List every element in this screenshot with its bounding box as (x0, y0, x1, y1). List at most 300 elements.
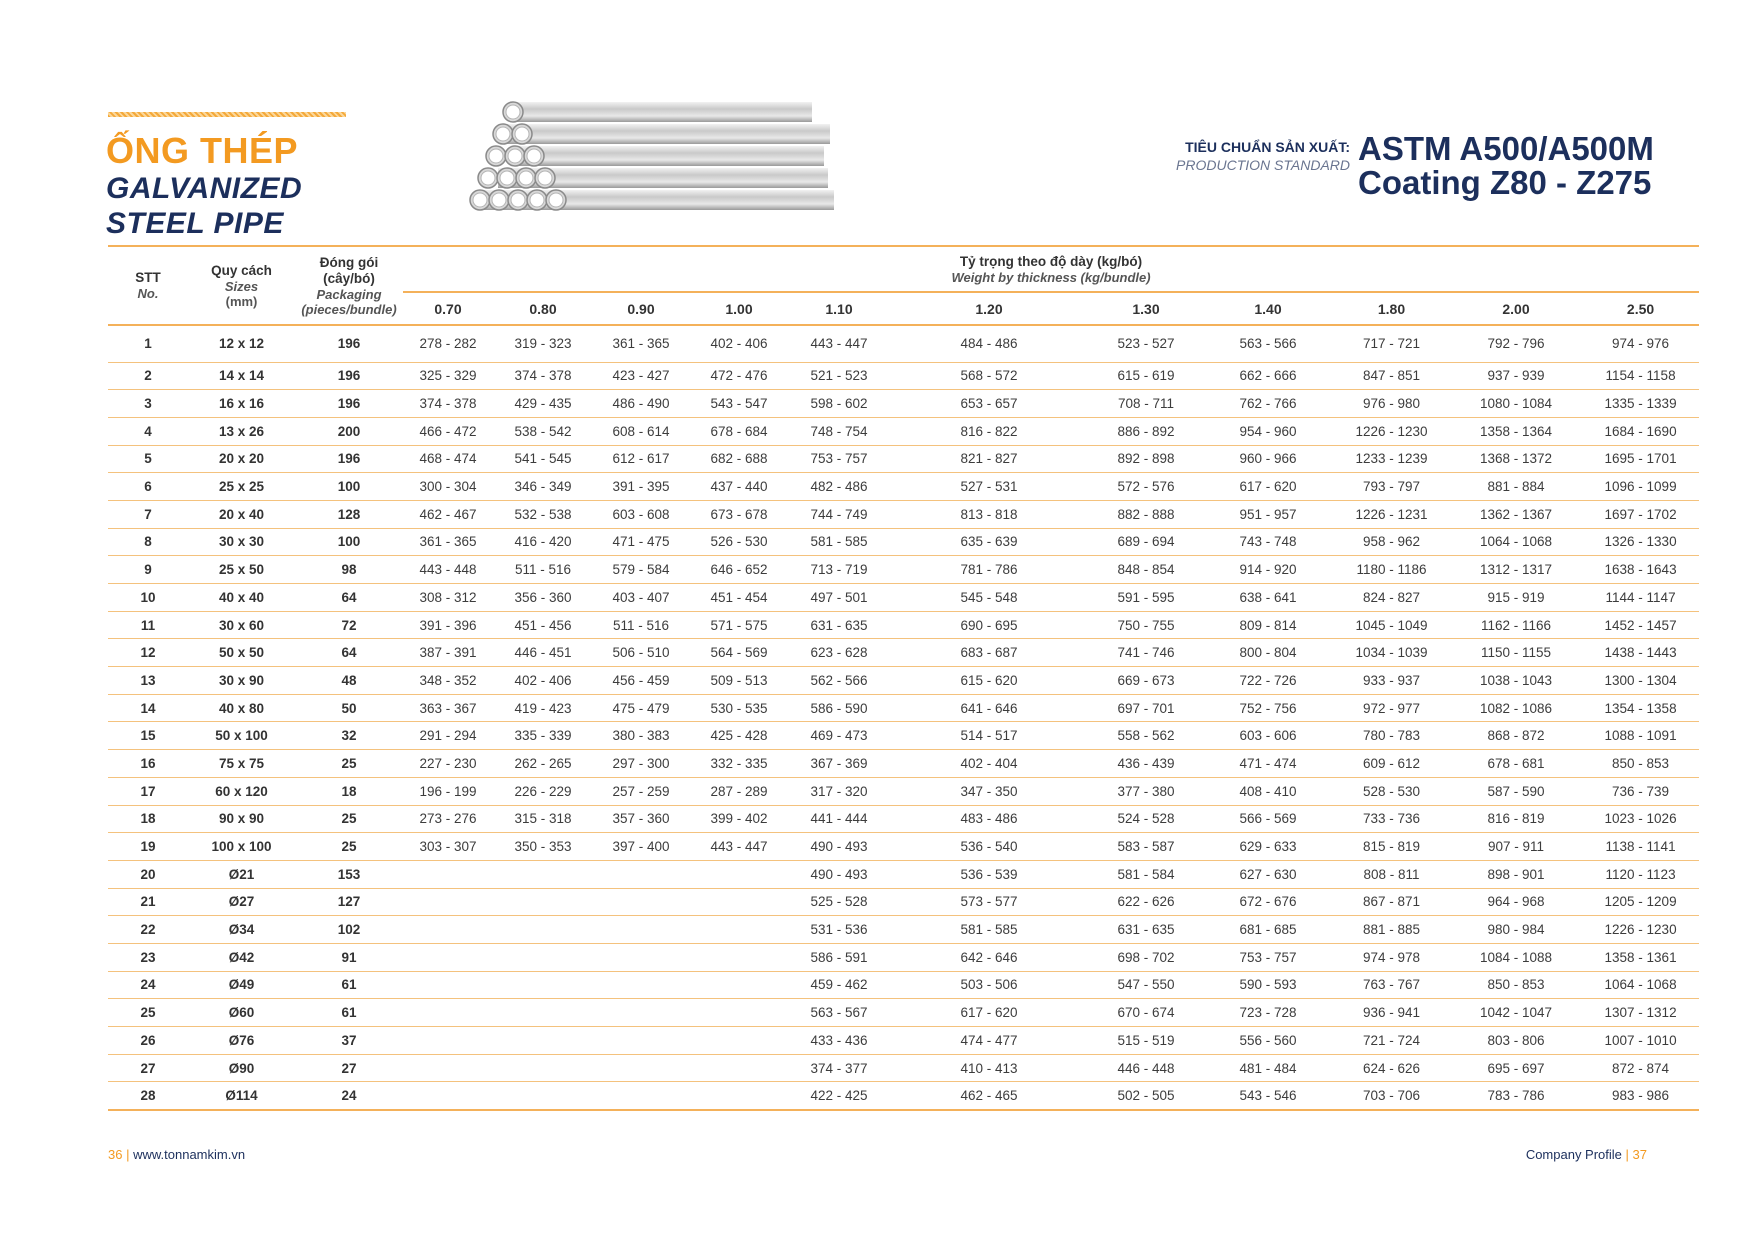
weight-cell: 1144 - 1147 (1605, 589, 1676, 605)
weight-cell (689, 943, 789, 971)
weight-cell: 783 - 786 (1487, 1087, 1545, 1103)
weight-cell: 387 - 391 (419, 645, 477, 661)
weight-cell: 976 - 980 (1362, 396, 1421, 412)
weight-cell: 541 - 545 (514, 451, 572, 467)
row-number: 1 (144, 336, 152, 352)
weight-cell: 528 - 530 (1362, 783, 1421, 799)
row-number: 23 (140, 949, 156, 965)
footer-website-link[interactable]: www.tonnamkim.vn (133, 1147, 246, 1162)
weight-cell: 583 - 587 (1117, 839, 1175, 855)
weight-cell: 377 - 380 (1117, 783, 1175, 799)
standard-value-line2: Coating Z80 - Z275 (1358, 164, 1652, 201)
size-cell: Ø90 (228, 1060, 255, 1076)
weight-cell: 933 - 937 (1362, 672, 1421, 688)
weight-cell: 763 - 767 (1362, 977, 1421, 993)
weight-cell: 380 - 383 (612, 728, 670, 744)
weight-cell (593, 916, 689, 944)
table-row (108, 971, 1699, 999)
weight-cell: 397 - 400 (612, 839, 670, 855)
weight-cell: 723 - 728 (1239, 1005, 1297, 1021)
table-row (108, 999, 1699, 1027)
weight-cell: 471 - 475 (612, 534, 670, 550)
weight-cell: 1007 - 1010 (1604, 1032, 1677, 1048)
weight-cell: 964 - 968 (1487, 894, 1545, 910)
row-number: 6 (144, 479, 152, 495)
weight-cell: 915 - 919 (1487, 589, 1545, 605)
weight-cell: 748 - 754 (810, 423, 868, 439)
weight-cell: 357 - 360 (612, 811, 670, 827)
weight-cell: 441 - 444 (810, 811, 868, 827)
weight-cell: 410 - 413 (960, 1060, 1018, 1076)
weight-cell: 527 - 531 (960, 479, 1018, 495)
weight-cell: 408 - 410 (1239, 783, 1297, 799)
weight-cell: 781 - 786 (960, 562, 1018, 578)
weight-cell: 363 - 367 (419, 700, 477, 716)
weight-cell (689, 1082, 789, 1110)
table-row (108, 528, 1699, 556)
weight-cell: 483 - 486 (960, 811, 1018, 827)
weight-cell: 1096 - 1099 (1604, 479, 1677, 495)
weight-cell: 509 - 513 (710, 672, 768, 688)
header-stt (108, 246, 188, 325)
weight-cell (593, 860, 689, 888)
thickness-header: 1.40 (1203, 292, 1333, 325)
row-number: 3 (144, 396, 152, 412)
weight-cell: 617 - 620 (1239, 479, 1297, 495)
thickness-header: 2.50 (1582, 292, 1699, 325)
thickness-header: 1.30 (1089, 292, 1203, 325)
weight-cell: 443 - 447 (710, 839, 768, 855)
weight-cell: 653 - 657 (960, 396, 1018, 412)
weight-cell: 678 - 684 (710, 423, 768, 439)
table-body (108, 325, 1699, 1110)
packaging-cell: 37 (341, 1032, 357, 1048)
decorative-stripe (108, 112, 346, 117)
weight-cell: 803 - 806 (1487, 1032, 1545, 1048)
weight-cell: 631 - 635 (1117, 922, 1175, 938)
packaging-cell: 100 (337, 534, 361, 550)
weight-cell: 1150 - 1155 (1480, 645, 1552, 661)
row-number: 16 (140, 755, 156, 771)
table-row (108, 888, 1699, 916)
weight-cell: 848 - 854 (1117, 562, 1175, 578)
weight-cell: 374 - 377 (810, 1060, 868, 1076)
weight-cell: 543 - 546 (1239, 1087, 1297, 1103)
size-cell: 16 x 16 (218, 396, 265, 412)
weight-cell: 635 - 639 (960, 534, 1018, 550)
table-row (108, 500, 1699, 528)
weight-cell: 980 - 984 (1487, 922, 1545, 938)
table-row (108, 445, 1699, 473)
weight-cell: 429 - 435 (514, 396, 572, 412)
weight-cell: 1638 - 1643 (1604, 562, 1677, 578)
packaging-cell: 100 (337, 479, 361, 495)
table-row (108, 750, 1699, 778)
size-cell: 40 x 80 (218, 700, 265, 716)
header-packaging-en1: Packaging (316, 286, 382, 302)
weight-cell: 642 - 646 (960, 949, 1018, 965)
size-cell: 12 x 12 (218, 336, 265, 352)
weight-cell (593, 888, 689, 916)
weight-cell (493, 1054, 593, 1082)
size-cell: Ø76 (228, 1032, 255, 1048)
thickness-header: 1.10 (789, 292, 889, 325)
weight-cell: 868 - 872 (1487, 728, 1545, 744)
row-number: 9 (144, 562, 152, 578)
weight-cell: 490 - 493 (810, 839, 868, 855)
weight-cell: 974 - 976 (1612, 336, 1670, 352)
weight-cell: 335 - 339 (514, 728, 572, 744)
packaging-cell: 61 (341, 1005, 357, 1021)
weight-cell (493, 999, 593, 1027)
row-number: 2 (144, 368, 152, 384)
weight-cell: 523 - 527 (1117, 336, 1175, 352)
weight-cell: 590 - 593 (1239, 977, 1297, 993)
weight-cell: 462 - 465 (960, 1087, 1018, 1103)
weight-cell: 425 - 428 (710, 728, 768, 744)
weight-cell: 907 - 911 (1487, 839, 1545, 855)
weight-cell: 514 - 517 (960, 728, 1018, 744)
weight-cell: 278 - 282 (419, 336, 477, 352)
footer-left (108, 1147, 245, 1162)
weight-cell: 348 - 352 (419, 672, 477, 688)
packaging-cell: 64 (341, 645, 357, 661)
packaging-cell: 128 (337, 506, 361, 522)
thickness-header: 1.80 (1333, 292, 1450, 325)
weight-cell: 750 - 755 (1117, 617, 1175, 633)
weight-cell: 690 - 695 (960, 617, 1018, 633)
weight-cell: 800 - 804 (1239, 645, 1297, 661)
weight-cell: 1080 - 1084 (1479, 396, 1553, 412)
weight-cell (493, 1082, 593, 1110)
weight-cell: 872 - 874 (1612, 1060, 1670, 1076)
weight-cell: 443 - 448 (419, 562, 477, 578)
weight-cell: 300 - 304 (419, 479, 477, 495)
weight-cell: 1082 - 1086 (1479, 700, 1553, 716)
weight-cell: 566 - 569 (1239, 811, 1297, 827)
row-number: 27 (140, 1060, 156, 1076)
row-number: 25 (140, 1005, 156, 1021)
weight-cell: 526 - 530 (710, 534, 768, 550)
weight-cell: 486 - 490 (612, 396, 670, 412)
weight-cell: 1064 - 1068 (1479, 534, 1553, 550)
weight-cell: 1233 - 1239 (1355, 451, 1428, 467)
weight-cell: 1154 - 1158 (1605, 368, 1676, 384)
weight-cell: 682 - 688 (710, 451, 768, 467)
weight-cell: 937 - 939 (1487, 368, 1545, 384)
weight-cell: 536 - 539 (960, 866, 1018, 882)
weight-cell: 451 - 454 (710, 589, 768, 605)
weight-cell: 753 - 757 (810, 451, 868, 467)
weight-cell: 736 - 739 (1612, 783, 1670, 799)
weight-cell: 402 - 406 (514, 672, 572, 688)
weight-cell: 443 - 447 (810, 336, 868, 352)
weight-cell: 1226 - 1231 (1355, 506, 1428, 522)
weight-cell: 886 - 892 (1117, 423, 1175, 439)
weight-cell (493, 943, 593, 971)
weight-cell: 678 - 681 (1487, 755, 1545, 771)
weight-cell (403, 943, 493, 971)
weight-cell (403, 916, 493, 944)
weight-cell: 451 - 456 (514, 617, 572, 633)
table-row (108, 1082, 1699, 1110)
header-packaging-en2: (pieces/bundle) (301, 301, 397, 317)
weight-cell: 391 - 396 (419, 617, 477, 633)
weight-cell: 1326 - 1330 (1604, 534, 1677, 550)
header-size-unit: (mm) (225, 293, 258, 309)
weight-cell: 898 - 901 (1487, 866, 1545, 882)
weight-cell (593, 1027, 689, 1055)
table-row (108, 805, 1699, 833)
weight-cell: 581 - 585 (960, 922, 1018, 938)
weight-cell (593, 999, 689, 1027)
weight-cell: 733 - 736 (1362, 811, 1421, 827)
weight-cell: 1034 - 1039 (1355, 645, 1428, 661)
weight-cell (493, 916, 593, 944)
weight-cell: 325 - 329 (419, 368, 477, 384)
packaging-cell: 24 (341, 1087, 357, 1103)
weight-cell (689, 1027, 789, 1055)
row-number: 14 (140, 700, 156, 716)
weight-cell: 1335 - 1339 (1604, 396, 1677, 412)
weight-cell: 816 - 819 (1487, 811, 1545, 827)
weight-cell: 536 - 540 (960, 839, 1018, 855)
weight-cell: 792 - 796 (1487, 336, 1545, 352)
table-row (108, 556, 1699, 584)
weight-cell: 586 - 590 (810, 700, 868, 716)
table-row (108, 833, 1699, 861)
row-number: 17 (140, 783, 156, 799)
footer-company-profile: Company Profile (1525, 1147, 1622, 1162)
header-packaging-line1: Đóng gói (319, 254, 379, 270)
weight-cell: 416 - 420 (514, 534, 572, 550)
table-row (108, 777, 1699, 805)
title-vietnamese: ỐNG THÉP (106, 130, 299, 171)
weight-cell: 762 - 766 (1239, 396, 1297, 412)
weight-cell: 1042 - 1047 (1479, 1005, 1553, 1021)
weight-cell: 482 - 486 (810, 479, 868, 495)
weight-cell: 303 - 307 (419, 839, 477, 855)
weight-cell: 808 - 811 (1363, 866, 1420, 882)
size-cell: 100 x 100 (211, 839, 272, 855)
weight-cell: 287 - 289 (710, 783, 768, 799)
weight-cell: 530 - 535 (710, 700, 768, 716)
row-number: 21 (140, 894, 156, 910)
weight-cell: 524 - 528 (1117, 811, 1175, 827)
weight-cell: 317 - 320 (810, 783, 868, 799)
weight-cell: 581 - 584 (1117, 866, 1175, 882)
weight-cell: 1120 - 1123 (1605, 866, 1676, 882)
size-cell: 30 x 60 (218, 617, 265, 633)
weight-cell: 532 - 538 (514, 506, 572, 522)
size-cell: 50 x 100 (215, 728, 268, 744)
weight-cell: 627 - 630 (1239, 866, 1297, 882)
weight-cell: 422 - 425 (810, 1087, 868, 1103)
size-cell: Ø34 (228, 922, 255, 938)
weight-cell: 571 - 575 (710, 617, 768, 633)
weight-cell: 708 - 711 (1117, 396, 1175, 412)
size-cell: 30 x 30 (218, 534, 265, 550)
table-row (108, 694, 1699, 722)
size-cell: 50 x 50 (218, 645, 265, 661)
weight-cell: 743 - 748 (1239, 534, 1297, 550)
header-packaging-line2: (cây/bó) (323, 270, 375, 286)
weight-cell (689, 860, 789, 888)
weight-table (108, 245, 1699, 1111)
weight-cell: 881 - 885 (1362, 922, 1421, 938)
weight-cell: 603 - 606 (1239, 728, 1297, 744)
packaging-cell: 27 (341, 1060, 357, 1076)
weight-cell: 670 - 674 (1117, 1005, 1175, 1021)
weight-cell: 581 - 585 (810, 534, 868, 550)
weight-cell: 631 - 635 (810, 617, 868, 633)
weight-cell: 402 - 406 (710, 336, 768, 352)
weight-cell: 793 - 797 (1362, 479, 1421, 495)
size-cell: Ø60 (228, 1005, 255, 1021)
weight-table-container (108, 245, 1677, 1111)
thickness-header: 2.00 (1450, 292, 1582, 325)
table-row (108, 1054, 1699, 1082)
weight-cell: 1368 - 1372 (1479, 451, 1553, 467)
row-number: 22 (140, 922, 156, 938)
weight-cell: 521 - 523 (810, 368, 868, 384)
thickness-header: 1.20 (889, 292, 1089, 325)
weight-cell: 974 - 978 (1362, 949, 1421, 965)
weight-cell: 1205 - 1209 (1604, 894, 1677, 910)
weight-cell (689, 916, 789, 944)
weight-cell: 531 - 536 (810, 922, 868, 938)
header-stt-label: STT (135, 270, 161, 285)
packaging-cell: 25 (341, 755, 357, 771)
title-english-line2: STEEL PIPE (106, 207, 284, 240)
steel-pipes-image (462, 96, 847, 236)
weight-cell: 456 - 459 (612, 672, 670, 688)
weight-cell: 367 - 369 (810, 755, 868, 771)
row-number: 8 (144, 534, 152, 550)
weight-cell: 466 - 472 (419, 423, 477, 439)
size-cell: 20 x 40 (218, 506, 265, 522)
row-number: 13 (140, 672, 156, 688)
weight-cell: 722 - 726 (1239, 672, 1297, 688)
size-cell: Ø27 (228, 894, 255, 910)
weight-cell: 1180 - 1186 (1356, 562, 1427, 578)
size-cell: 60 x 120 (215, 783, 268, 799)
table-row (108, 362, 1699, 390)
weight-cell: 350 - 353 (514, 839, 572, 855)
weight-cell: 257 - 259 (612, 783, 670, 799)
row-number: 20 (140, 866, 156, 882)
weight-cell: 960 - 966 (1239, 451, 1297, 467)
table-row (108, 325, 1699, 362)
weight-cell: 273 - 276 (419, 811, 477, 827)
weight-cell: 983 - 986 (1612, 1087, 1670, 1103)
packaging-cell: 50 (341, 700, 357, 716)
packaging-cell: 127 (337, 894, 361, 910)
weight-cell: 914 - 920 (1239, 562, 1297, 578)
weight-cell: 402 - 404 (960, 755, 1018, 771)
packaging-cell: 196 (337, 396, 361, 412)
weight-cell: 892 - 898 (1117, 451, 1175, 467)
weight-cell: 972 - 977 (1362, 700, 1421, 716)
weight-cell: 698 - 702 (1117, 949, 1175, 965)
weight-cell: 850 - 853 (1612, 755, 1670, 771)
weight-cell (689, 888, 789, 916)
weight-cell: 695 - 697 (1487, 1060, 1545, 1076)
weight-cell: 196 - 199 (419, 783, 477, 799)
weight-cell: 867 - 871 (1362, 894, 1421, 910)
row-number: 5 (144, 451, 152, 467)
weight-cell: 1226 - 1230 (1604, 922, 1677, 938)
packaging-cell: 48 (341, 672, 357, 688)
row-number: 7 (144, 506, 152, 522)
weight-cell: 374 - 378 (514, 368, 572, 384)
table-row (108, 417, 1699, 445)
size-cell: 20 x 20 (218, 451, 265, 467)
row-number: 10 (140, 589, 156, 605)
table-row (108, 860, 1699, 888)
size-cell: 13 x 26 (218, 423, 265, 439)
row-number: 24 (140, 977, 156, 993)
weight-cell: 437 - 440 (710, 479, 768, 495)
weight-cell: 741 - 746 (1117, 645, 1175, 661)
weight-cell (403, 888, 493, 916)
weight-cell: 361 - 365 (612, 336, 670, 352)
packaging-cell: 196 (337, 368, 361, 384)
weight-cell: 646 - 652 (710, 562, 768, 578)
size-cell: 75 x 75 (218, 755, 265, 771)
weight-cell: 1084 - 1088 (1479, 949, 1553, 965)
weight-cell: 503 - 506 (960, 977, 1018, 993)
weight-cell: 1354 - 1358 (1604, 700, 1677, 716)
weight-cell: 297 - 300 (612, 755, 670, 771)
row-number: 11 (140, 617, 156, 633)
weight-cell: 623 - 628 (810, 645, 868, 661)
thickness-header: 0.80 (493, 292, 593, 325)
table-row (108, 473, 1699, 501)
weight-cell: 1162 - 1166 (1480, 617, 1552, 633)
weight-cell: 608 - 614 (612, 423, 670, 439)
weight-cell: 308 - 312 (419, 589, 477, 605)
weight-cell: 564 - 569 (710, 645, 768, 661)
weight-cell: 472 - 476 (710, 368, 768, 384)
weight-cell: 1684 - 1690 (1604, 423, 1677, 439)
weight-cell: 662 - 666 (1239, 368, 1297, 384)
weight-cell: 1697 - 1702 (1604, 506, 1677, 522)
packaging-cell: 153 (337, 866, 361, 882)
weight-cell: 673 - 678 (710, 506, 768, 522)
weight-cell: 446 - 448 (1117, 1060, 1175, 1076)
packaging-cell: 91 (341, 949, 357, 965)
size-cell: 14 x 14 (218, 368, 265, 384)
packaging-cell: 64 (341, 589, 357, 605)
weight-cell: 821 - 827 (960, 451, 1018, 467)
weight-cell: 459 - 462 (810, 977, 868, 993)
header-stt-en: No. (137, 286, 159, 301)
table-row (108, 390, 1699, 418)
weight-cell: 1307 - 1312 (1604, 1005, 1677, 1021)
weight-cell: 881 - 884 (1487, 479, 1545, 495)
packaging-cell: 18 (341, 783, 357, 799)
weight-cell: 474 - 477 (960, 1032, 1018, 1048)
packaging-cell: 98 (341, 562, 357, 578)
weight-cell: 615 - 620 (960, 672, 1018, 688)
weight-cell: 1226 - 1230 (1355, 423, 1428, 439)
weight-cell: 780 - 783 (1362, 728, 1421, 744)
weight-cell: 1358 - 1364 (1479, 423, 1553, 439)
weight-cell: 399 - 402 (710, 811, 768, 827)
weight-cell: 697 - 701 (1117, 700, 1175, 716)
table-row (108, 1027, 1699, 1055)
